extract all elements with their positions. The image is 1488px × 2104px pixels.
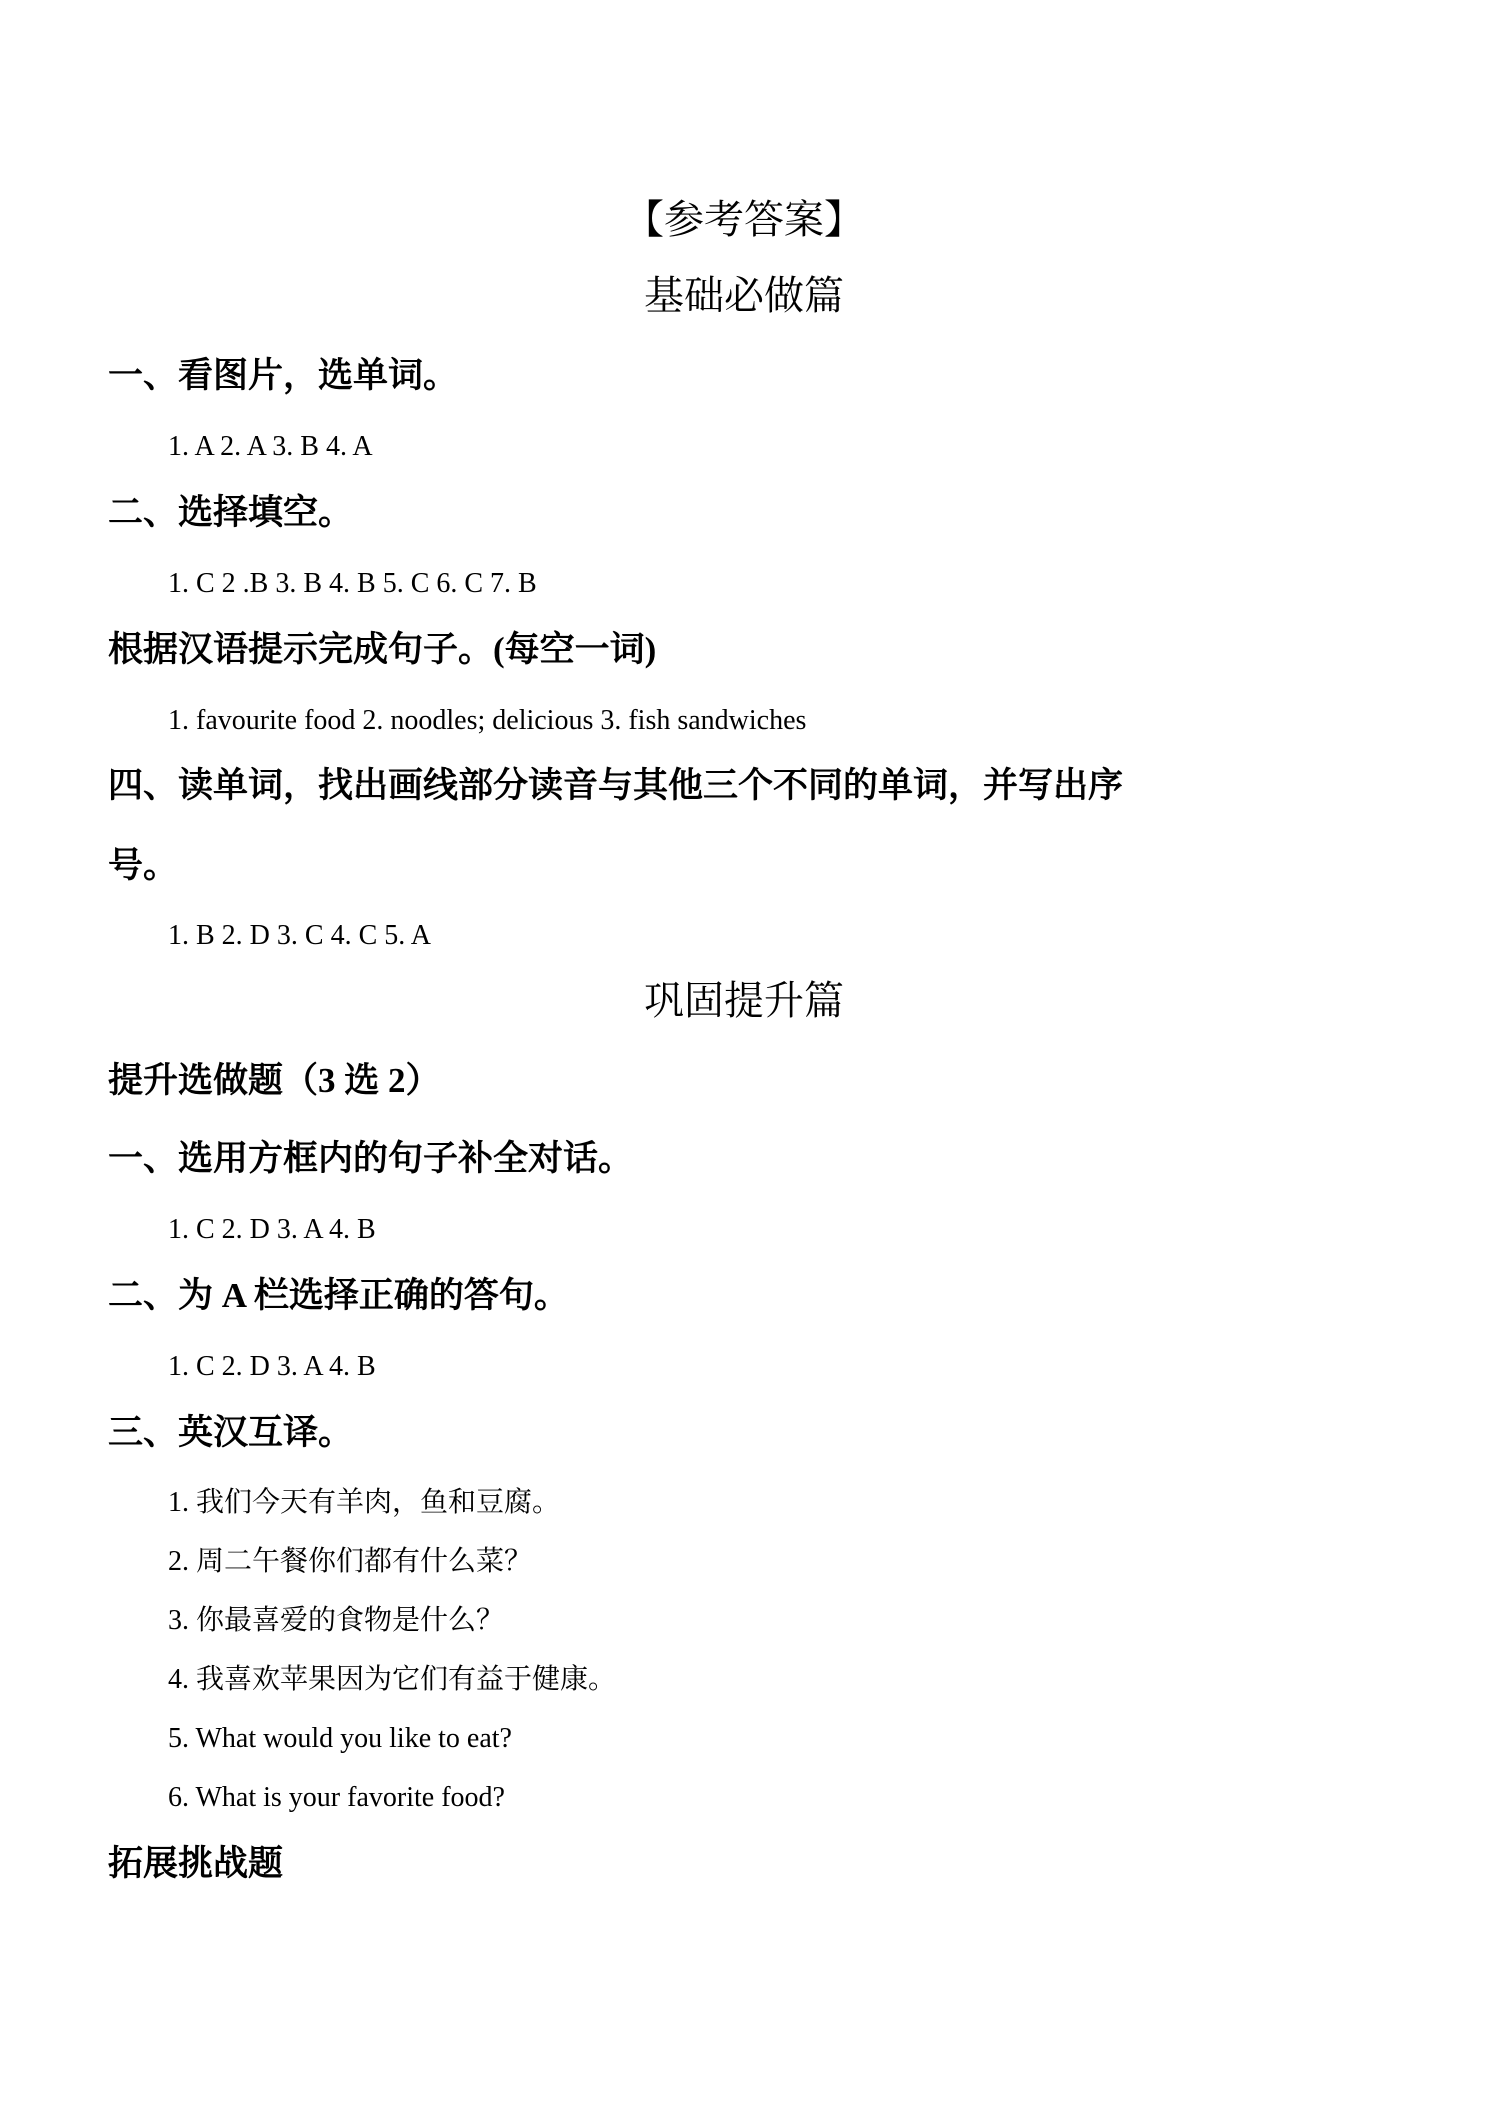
section-title-consolidate: 巩固提升篇: [644, 978, 844, 1023]
answer-line-6: 1. C 2. D 3. A 4. B: [168, 1351, 376, 1382]
question-heading-5: 一、选用方框内的句子补全对话。: [108, 1139, 634, 1178]
question-heading-3: 根据汉语提示完成句子。(每空一词): [108, 630, 657, 669]
sub-heading-optional: 提升选做题（3 选 2）: [108, 1061, 441, 1100]
question-heading-6: 二、为 A 栏选择正确的答句。: [108, 1276, 569, 1315]
answer-line-2: 1. C 2 .B 3. B 4. B 5. C 6. C 7. B: [168, 568, 537, 599]
question-heading-4: 四、读单词，找出画线部分读音与其他三个不同的单词，并写出序号。: [108, 766, 1124, 885]
answer-line-1: 1. A 2. A 3. B 4. A: [168, 431, 373, 462]
section-title-basic: 基础必做篇: [644, 273, 844, 318]
translation-answer-5: 5. What would you like to eat?: [168, 1723, 512, 1754]
answer-key-title: 【参考答案】: [624, 197, 864, 242]
translation-answer-1: 1. 我们今天有羊肉，鱼和豆腐。: [168, 1487, 561, 1518]
extension-heading: 拓展挑战题: [108, 1844, 284, 1883]
question-heading-1: 一、看图片，选单词。: [108, 356, 459, 395]
question-heading-7: 三、英汉互译。: [108, 1413, 354, 1452]
answer-line-4: 1. B 2. D 3. C 4. C 5. A: [168, 920, 431, 951]
translation-answer-3: 3. 你最喜爱的食物是什么？: [168, 1605, 505, 1636]
translation-answer-6: 6. What is your favorite food?: [168, 1782, 505, 1813]
answer-line-3: 1. favourite food 2. noodles; delicious 3. fish sandwiches: [168, 705, 807, 736]
question-heading-2: 二、选择填空。: [108, 493, 354, 532]
answer-line-5: 1. C 2. D 3. A 4. B: [168, 1214, 376, 1245]
translation-answer-2: 2. 周二午餐你们都有什么菜？: [168, 1546, 533, 1577]
translation-answer-4: 4. 我喜欢苹果因为它们有益于健康。: [168, 1664, 617, 1695]
